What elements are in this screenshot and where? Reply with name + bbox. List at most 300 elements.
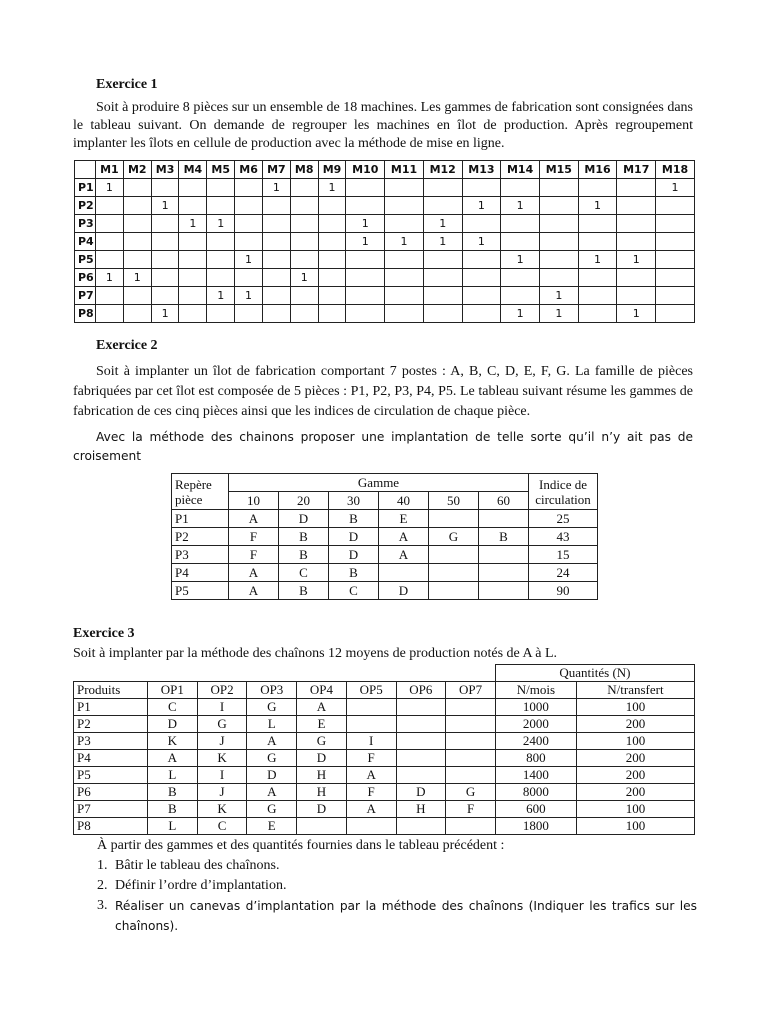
- matrix-cell: [123, 305, 151, 323]
- gamme-cell: B: [329, 564, 379, 582]
- gamme-cell: D: [329, 546, 379, 564]
- piece-label: P3: [75, 215, 96, 233]
- gamme-cell: A: [229, 582, 279, 600]
- gamme-cell: [479, 564, 529, 582]
- product-label: P1: [74, 699, 148, 716]
- matrix-cell: [385, 269, 424, 287]
- op-cell: F: [346, 784, 396, 801]
- gamme-cell: [379, 564, 429, 582]
- machine-header: M9: [318, 161, 346, 179]
- matrix-cell: [123, 179, 151, 197]
- product-row: [74, 767, 695, 784]
- matrix-cell: [96, 287, 124, 305]
- op-cell: I: [197, 699, 247, 716]
- matrix-cell: [385, 215, 424, 233]
- matrix-cell: [656, 269, 695, 287]
- question-item: [97, 876, 697, 896]
- matrix-row: [75, 269, 695, 287]
- matrix-cell: [179, 287, 207, 305]
- op-cell: A: [346, 801, 396, 818]
- machine-header: M5: [207, 161, 235, 179]
- header-piece: pièce: [175, 491, 203, 507]
- matrix-cell: [207, 197, 235, 215]
- op-cell: G: [446, 784, 496, 801]
- matrix-cell: [262, 197, 290, 215]
- matrix-cell: [539, 251, 578, 269]
- machine-header: M6: [235, 161, 263, 179]
- op-cell: D: [297, 750, 347, 767]
- matrix-cell: [617, 287, 656, 305]
- exercise-3-questions: [97, 856, 697, 936]
- matrix-cell: [123, 251, 151, 269]
- matrix-cell: [290, 215, 318, 233]
- product-label: P4: [74, 750, 148, 767]
- exercise-2-instruction: Avec la méthode des chainons proposer une implantation de telle sorte qu’il n’y ait pas de croisement: [73, 430, 693, 463]
- op-cell: G: [247, 801, 297, 818]
- ntransfert-cell: 100: [576, 801, 694, 818]
- matrix-cell: [385, 179, 424, 197]
- matrix-cell: 1: [385, 233, 424, 251]
- machine-piece-matrix: [74, 160, 695, 323]
- machine-header: M4: [179, 161, 207, 179]
- header-ntransfert: N/transfert: [576, 682, 694, 699]
- matrix-cell: [501, 179, 540, 197]
- op-cell: [396, 767, 446, 784]
- matrix-cell: [501, 215, 540, 233]
- matrix-cell: [385, 305, 424, 323]
- products-table: [73, 664, 695, 835]
- header-produits: Produits: [74, 682, 148, 699]
- matrix-cell: [346, 179, 385, 197]
- exercise-2-paragraph: Soit à implanter un îlot de fabrication comportant 7 postes : A, B, C, D, E, F, G. La famille de pièces fabriquées par cet îlot est composée de 5 pièces : P1, P2, P3, P4, P5. Le tableau suivant résume les gammes de fabrication de ces cinq pièces ainsi que les indices de circulation de chaque pièce.: [73, 364, 693, 419]
- matrix-cell: [462, 269, 501, 287]
- piece-label: P1: [172, 510, 229, 528]
- piece-label: P7: [75, 287, 96, 305]
- matrix-cell: [123, 233, 151, 251]
- op-cell: A: [346, 767, 396, 784]
- matrix-cell: 1: [96, 269, 124, 287]
- matrix-cell: [96, 233, 124, 251]
- ntransfert-cell: 100: [576, 733, 694, 750]
- matrix-cell: [235, 269, 263, 287]
- op-cell: [446, 716, 496, 733]
- matrix-cell: [539, 179, 578, 197]
- matrix-cell: 1: [207, 287, 235, 305]
- matrix-cell: [501, 269, 540, 287]
- matrix-cell: [385, 251, 424, 269]
- op-header: 10: [229, 492, 279, 510]
- matrix-cell: [385, 197, 424, 215]
- op-header: 40: [379, 492, 429, 510]
- matrix-cell: [578, 305, 617, 323]
- matrix-corner-cell: [75, 161, 96, 179]
- gamme-cell: [479, 510, 529, 528]
- nmois-cell: 2000: [495, 716, 576, 733]
- question-text: Définir l’ordre d’implantation.: [115, 878, 287, 893]
- matrix-cell: 1: [235, 251, 263, 269]
- matrix-cell: [346, 197, 385, 215]
- matrix-cell: [179, 197, 207, 215]
- matrix-cell: [578, 179, 617, 197]
- op-header: OP7: [446, 682, 496, 699]
- nmois-cell: 1800: [495, 818, 576, 835]
- op-cell: [297, 818, 347, 835]
- piece-label: P5: [75, 251, 96, 269]
- ntransfert-cell: 100: [576, 818, 694, 835]
- op-cell: H: [297, 767, 347, 784]
- machine-header: M17: [617, 161, 656, 179]
- matrix-cell: [617, 269, 656, 287]
- matrix-cell: [501, 287, 540, 305]
- matrix-cell: [346, 305, 385, 323]
- matrix-cell: [656, 197, 695, 215]
- gamme-cell: A: [379, 546, 429, 564]
- matrix-cell: 1: [462, 233, 501, 251]
- gamme-cell: B: [329, 510, 379, 528]
- gamme-cell: C: [329, 582, 379, 600]
- gamme-cell: C: [279, 564, 329, 582]
- matrix-cell: [179, 251, 207, 269]
- matrix-cell: 1: [179, 215, 207, 233]
- op-cell: H: [297, 784, 347, 801]
- matrix-cell: 1: [151, 305, 179, 323]
- gamme-cell: D: [279, 510, 329, 528]
- matrix-row: [75, 305, 695, 323]
- matrix-cell: 1: [578, 197, 617, 215]
- matrix-cell: [539, 215, 578, 233]
- piece-label: P1: [75, 179, 96, 197]
- matrix-cell: [318, 233, 346, 251]
- op-cell: [396, 818, 446, 835]
- product-label: P7: [74, 801, 148, 818]
- gamme-cell: D: [379, 582, 429, 600]
- machine-header: M7: [262, 161, 290, 179]
- matrix-cell: [539, 233, 578, 251]
- matrix-cell: 1: [578, 251, 617, 269]
- matrix-cell: [235, 305, 263, 323]
- machine-header: M3: [151, 161, 179, 179]
- matrix-cell: [151, 269, 179, 287]
- matrix-cell: 1: [96, 179, 124, 197]
- op-header: OP4: [297, 682, 347, 699]
- gamme-cell: B: [279, 528, 329, 546]
- matrix-cell: [423, 251, 462, 269]
- matrix-cell: [123, 197, 151, 215]
- op-cell: [396, 699, 446, 716]
- gamme-cell: A: [229, 510, 279, 528]
- gamme-cell: [429, 582, 479, 600]
- matrix-cell: [262, 215, 290, 233]
- matrix-cell: [462, 215, 501, 233]
- matrix-cell: [656, 251, 695, 269]
- op-cell: [446, 818, 496, 835]
- matrix-cell: [462, 287, 501, 305]
- matrix-cell: [151, 233, 179, 251]
- op-cell: [396, 716, 446, 733]
- op-cell: G: [197, 716, 247, 733]
- matrix-cell: [385, 287, 424, 305]
- matrix-cell: 1: [423, 215, 462, 233]
- product-label: P5: [74, 767, 148, 784]
- matrix-cell: [346, 251, 385, 269]
- question-text: Bâtir le tableau des chaînons.: [115, 858, 280, 873]
- matrix-cell: [151, 215, 179, 233]
- matrix-row: [75, 215, 695, 233]
- matrix-cell: [539, 269, 578, 287]
- nmois-cell: 800: [495, 750, 576, 767]
- nmois-cell: 600: [495, 801, 576, 818]
- gamme-row: [172, 582, 598, 600]
- machine-header: M10: [346, 161, 385, 179]
- exercise-1-paragraph: Soit à produire 8 pièces sur un ensemble de 18 machines. Les gammes de fabrication sont consignées dans le tableau suivant. On demande de regrouper les machines en îlot de production. Après regroupement implanter les îlots en cellule de production avec la méthode de mise en ligne.: [73, 100, 693, 151]
- gamme-cell: [429, 546, 479, 564]
- matrix-cell: [207, 233, 235, 251]
- matrix-row: [75, 179, 695, 197]
- matrix-cell: [151, 251, 179, 269]
- matrix-cell: [207, 251, 235, 269]
- op-cell: D: [297, 801, 347, 818]
- matrix-cell: 1: [539, 305, 578, 323]
- matrix-cell: [290, 305, 318, 323]
- machine-header: M18: [656, 161, 695, 179]
- product-label: P6: [74, 784, 148, 801]
- op-cell: E: [247, 818, 297, 835]
- indice-cell: 90: [529, 582, 598, 600]
- gamme-cell: D: [329, 528, 379, 546]
- matrix-cell: [318, 305, 346, 323]
- question-text: Réaliser un canevas d’implantation par la méthode des chaînons (Indiquer les trafics sur les chaînons).: [115, 899, 697, 933]
- matrix-cell: [290, 179, 318, 197]
- matrix-cell: [262, 269, 290, 287]
- op-cell: [446, 733, 496, 750]
- gamme-cell: A: [379, 528, 429, 546]
- gamme-row: [172, 546, 598, 564]
- matrix-cell: [656, 233, 695, 251]
- matrix-cell: [423, 269, 462, 287]
- machine-header: M12: [423, 161, 462, 179]
- op-header: OP3: [247, 682, 297, 699]
- matrix-cell: 1: [346, 233, 385, 251]
- matrix-cell: [290, 251, 318, 269]
- matrix-cell: [96, 215, 124, 233]
- matrix-row: [75, 233, 695, 251]
- op-cell: K: [197, 750, 247, 767]
- matrix-row: [75, 197, 695, 215]
- op-header: OP2: [197, 682, 247, 699]
- header-quantites: Quantités (N): [495, 665, 694, 682]
- piece-label: P8: [75, 305, 96, 323]
- indice-cell: 24: [529, 564, 598, 582]
- nmois-cell: 1000: [495, 699, 576, 716]
- op-cell: [446, 767, 496, 784]
- product-row: [74, 750, 695, 767]
- matrix-cell: [290, 197, 318, 215]
- matrix-cell: [207, 269, 235, 287]
- machine-header: M2: [123, 161, 151, 179]
- matrix-cell: [656, 287, 695, 305]
- matrix-cell: [656, 215, 695, 233]
- product-row: [74, 733, 695, 750]
- matrix-cell: 1: [318, 179, 346, 197]
- matrix-cell: [207, 179, 235, 197]
- op-cell: L: [148, 767, 198, 784]
- gamme-cell: B: [279, 582, 329, 600]
- matrix-cell: [617, 233, 656, 251]
- product-row: [74, 784, 695, 801]
- gamme-cell: B: [479, 528, 529, 546]
- matrix-cell: 1: [123, 269, 151, 287]
- matrix-cell: [96, 305, 124, 323]
- matrix-cell: [290, 233, 318, 251]
- nmois-cell: 2400: [495, 733, 576, 750]
- matrix-cell: 1: [207, 215, 235, 233]
- matrix-cell: [207, 305, 235, 323]
- matrix-cell: 1: [235, 287, 263, 305]
- gamme-cell: A: [229, 564, 279, 582]
- matrix-cell: 1: [423, 233, 462, 251]
- gamme-cell: B: [279, 546, 329, 564]
- machine-header: M13: [462, 161, 501, 179]
- matrix-cell: [318, 269, 346, 287]
- ntransfert-cell: 200: [576, 750, 694, 767]
- op-cell: G: [297, 733, 347, 750]
- gamme-cell: F: [229, 528, 279, 546]
- header-indice: Indice de: [538, 476, 587, 492]
- nmois-cell: 1400: [495, 767, 576, 784]
- matrix-cell: [462, 251, 501, 269]
- matrix-cell: [318, 215, 346, 233]
- matrix-cell: [318, 197, 346, 215]
- gamme-row: [172, 510, 598, 528]
- ntransfert-cell: 200: [576, 767, 694, 784]
- matrix-cell: [262, 287, 290, 305]
- op-cell: [346, 699, 396, 716]
- op-cell: [346, 716, 396, 733]
- matrix-cell: [235, 215, 263, 233]
- matrix-cell: [123, 287, 151, 305]
- ntransfert-cell: 100: [576, 699, 694, 716]
- matrix-cell: [262, 233, 290, 251]
- matrix-cell: [617, 179, 656, 197]
- op-cell: [396, 750, 446, 767]
- op-cell: F: [446, 801, 496, 818]
- matrix-cell: 1: [501, 251, 540, 269]
- matrix-cell: [617, 215, 656, 233]
- matrix-cell: [423, 305, 462, 323]
- gamme-cell: [429, 564, 479, 582]
- matrix-cell: [262, 305, 290, 323]
- op-cell: A: [148, 750, 198, 767]
- exercise-3-title: Exercice 3: [73, 626, 135, 641]
- gamme-cell: E: [379, 510, 429, 528]
- gamme-cell: G: [429, 528, 479, 546]
- gamme-row: [172, 528, 598, 546]
- blank-corner: [74, 665, 496, 682]
- op-cell: [396, 733, 446, 750]
- gamme-cell: F: [229, 546, 279, 564]
- matrix-cell: [290, 287, 318, 305]
- machine-header: M8: [290, 161, 318, 179]
- op-cell: I: [346, 733, 396, 750]
- product-label: P2: [74, 716, 148, 733]
- matrix-cell: 1: [462, 197, 501, 215]
- matrix-cell: [123, 215, 151, 233]
- op-cell: J: [197, 733, 247, 750]
- matrix-cell: [578, 269, 617, 287]
- matrix-cell: [235, 197, 263, 215]
- product-label: P8: [74, 818, 148, 835]
- question-item: [97, 896, 697, 936]
- matrix-cell: [179, 305, 207, 323]
- gamme-cell: [479, 582, 529, 600]
- exercise-2-title: Exercice 2: [96, 338, 158, 353]
- matrix-cell: [617, 197, 656, 215]
- matrix-cell: 1: [656, 179, 695, 197]
- piece-label: P6: [75, 269, 96, 287]
- matrix-cell: [179, 179, 207, 197]
- matrix-cell: [179, 233, 207, 251]
- matrix-cell: [96, 197, 124, 215]
- op-cell: A: [247, 784, 297, 801]
- op-cell: G: [247, 699, 297, 716]
- exercise-3-intro: Soit à implanter par la méthode des chaînons 12 moyens de production notés de A à L.: [73, 646, 558, 661]
- matrix-cell: [318, 287, 346, 305]
- machine-header: M11: [385, 161, 424, 179]
- matrix-cell: [423, 197, 462, 215]
- matrix-cell: 1: [617, 305, 656, 323]
- matrix-cell: [578, 233, 617, 251]
- matrix-cell: [539, 197, 578, 215]
- machine-header: M1: [96, 161, 124, 179]
- matrix-cell: [423, 287, 462, 305]
- matrix-cell: [151, 287, 179, 305]
- matrix-cell: [346, 287, 385, 305]
- op-header: 50: [429, 492, 479, 510]
- matrix-cell: [346, 269, 385, 287]
- op-cell: B: [148, 801, 198, 818]
- gamme-cell: [479, 546, 529, 564]
- indice-cell: 25: [529, 510, 598, 528]
- indice-cell: 15: [529, 546, 598, 564]
- op-cell: F: [346, 750, 396, 767]
- matrix-cell: [462, 305, 501, 323]
- matrix-cell: [501, 233, 540, 251]
- op-cell: D: [396, 784, 446, 801]
- exercise-1-title: Exercice 1: [96, 77, 158, 92]
- piece-label: P3: [172, 546, 229, 564]
- ntransfert-cell: 200: [576, 784, 694, 801]
- matrix-cell: [262, 251, 290, 269]
- product-row: [74, 801, 695, 818]
- matrix-cell: [462, 179, 501, 197]
- op-cell: J: [197, 784, 247, 801]
- ntransfert-cell: 200: [576, 716, 694, 733]
- op-cell: L: [148, 818, 198, 835]
- matrix-cell: 1: [151, 197, 179, 215]
- matrix-cell: 1: [346, 215, 385, 233]
- header-repere: Repère: [175, 476, 212, 492]
- op-cell: K: [148, 733, 198, 750]
- header-indice-circulation: [529, 474, 598, 510]
- question-item: [97, 856, 697, 876]
- matrix-row: [75, 251, 695, 269]
- op-cell: A: [247, 733, 297, 750]
- matrix-cell: [318, 251, 346, 269]
- op-cell: [446, 699, 496, 716]
- matrix-cell: [578, 287, 617, 305]
- op-cell: D: [148, 716, 198, 733]
- piece-label: P2: [172, 528, 229, 546]
